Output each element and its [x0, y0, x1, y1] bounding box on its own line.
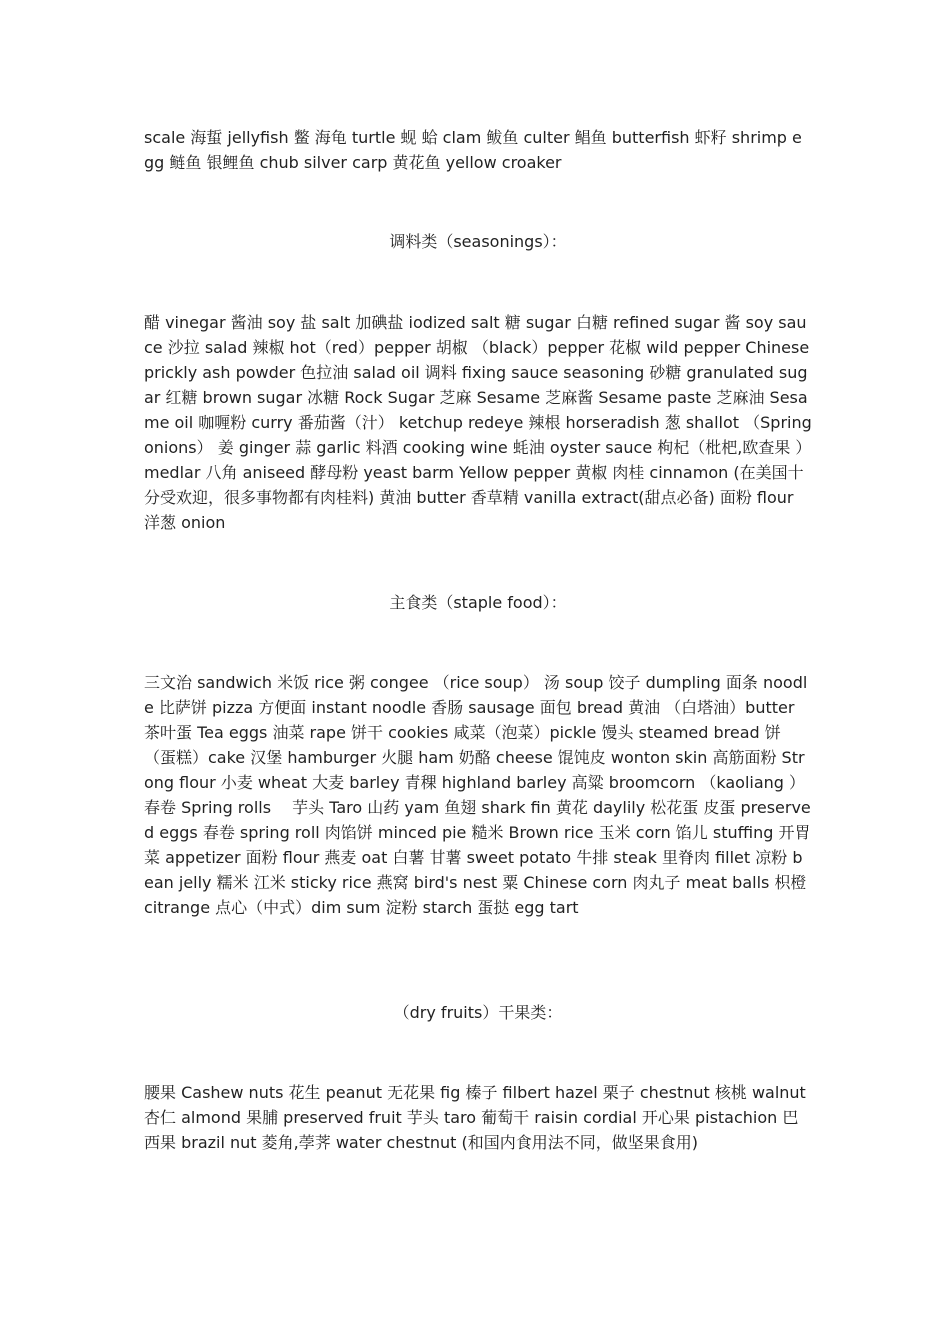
seafood-paragraph: scale 海蜇 jellyfish 鳖 海龟 turtle 蚬 蛤 clam 鲅鱼 culter 鲳鱼 butterfish 虾籽 shrimp egg 鲢鱼 银鲤鱼 chub silver carp 黄花鱼 yellow croaker [144, 128, 802, 172]
seasonings-paragraph: 醋 vinegar 酱油 soy 盐 salt 加碘盐 iodized salt 糖 sugar 白糖 refined sugar 酱 soy sauce 沙拉 salad 辣椒 hot（red）pepper 胡椒 （black）pepper 花椒 wild pepper Chinese prickly ash powder 色拉油 salad oil 调料 fixing sauce seasoning 砂糖 granulated sugar 红糖 brown sugar 冰糖 Rock Sugar 芝麻 Sesame 芝麻酱 Sesame paste 芝麻油 Sesame oil 咖喱粉 curry 番茄酱（汁） ketchup redeye 辣根 horseradish 葱 shallot （Spring onions） 姜 ginger 蒜 garlic 料酒 cooking wine 蚝油 oyster sauce 枸杞（枇杷,欧查果 ） medlar 八角 aniseed 酵母粉 yeast barm Yellow pepper 黄椒 肉桂 cinnamon (在美国十分受欢迎，很多事物都有肉桂料) 黄油 butter 香草精 vanilla extract(甜点必备) 面粉 flour 洋葱 onion [144, 313, 812, 532]
seasonings-heading: 调料类（seasonings）： [389, 232, 567, 251]
staple-food-paragraph: 三文治 sandwich 米饭 rice 粥 congee （rice soup） 汤 soup 饺子 dumpling 面条 noodle 比萨饼 pizza 方便面 instant noodle 香肠 sausage 面包 bread 黄油 （白塔油）butter 茶叶蛋 Tea eggs 油菜 rape 饼干 cookies 咸菜（泡菜）pickle 馒头 steamed bread 饼（蛋糕）cake 汉堡 hamburger 火腿 ham 奶酪 cheese 馄饨皮 wonton skin 高筋面粉 Strong flour 小麦 wheat 大麦 barley 青稞 highland barley 高粱 broomcorn （kaoliang ）春卷 Spring rolls 芋头 Taro 山药 yam 鱼翅 shark fin 黄花 daylily 松花蛋 皮蛋 preserved eggs 春卷 spring roll 肉馅饼 minced pie 糙米 Brown rice 玉米 corn 馅儿 stuffing 开胃菜 appetizer 面粉 flour 燕麦 oat 白薯 甘薯 sweet potato 牛排 steak 里脊肉 fillet 凉粉 bean jelly 糯米 江米 sticky rice 燕窝 bird's nest 粟 Chinese corn 肉丸子 meat balls 枳橙 citrange 点心（中式）dim sum 淀粉 starch 蛋挞 egg tart [144, 673, 811, 917]
staple-food-heading: 主食类（staple food）： [389, 593, 567, 612]
dry-fruits-heading: （dry fruits）干果类： [393, 1003, 563, 1022]
dry-fruits-paragraph: 腰果 Cashew nuts 花生 peanut 无花果 fig 榛子 filbert hazel 栗子 chestnut 核桃 walnut 杏仁 almond 果脯 preserved fruit 芋头 taro 葡萄干 raisin cordial 开心果 pistachion 巴西果 brazil nut 菱角,荸荠 water chestnut (和国内食用法不同，做坚果食用) [144, 1083, 806, 1152]
